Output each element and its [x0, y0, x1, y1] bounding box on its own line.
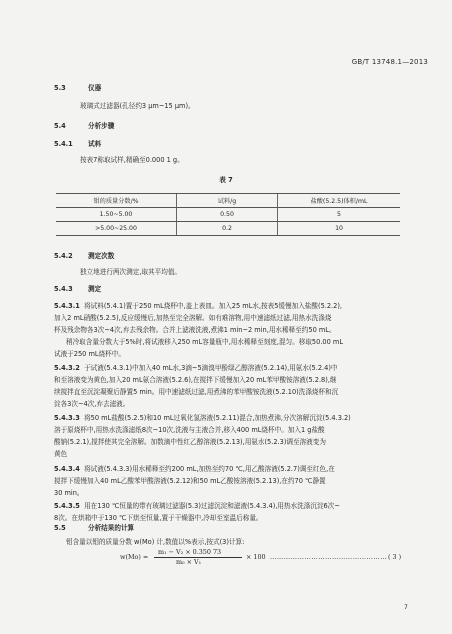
formula-denominator: m₀ × V₁: [176, 558, 202, 566]
clause-number: 5.4.3.1: [54, 302, 80, 310]
table-header-cell: 试料/g: [177, 194, 278, 208]
section-title: 测定: [88, 285, 102, 293]
text-line: 将试料(5.4.1)置于250 mL烧杯中,盖上表皿。加入25 mL水,按表5缓慢加入盐酸(5.2.2),: [84, 302, 343, 310]
paragraph-5-4-3-1: [54, 300, 406, 360]
text-line: 稍冷取含量分数大于5%时,将试液移入250 mL容量瓶中,用水稀释至刻度,混匀。移取50.00 mL: [66, 338, 344, 346]
leader-dots: ……………………………………………: [270, 553, 388, 561]
section-5-4-2-heading: [54, 252, 114, 261]
table-row: [56, 208, 400, 222]
section-5-3-item: 玻璃式过滤器(孔径约3 μm~15 μm)。: [80, 102, 195, 110]
section-5-5-text: 钼含量以钼的质量分数 w(Mo) 计,数值以%表示,按式(3)计算:: [66, 538, 245, 546]
table-header-cell: 钼的质量分数/%: [56, 194, 177, 208]
clause-number: 5.4.3.5: [54, 502, 80, 510]
formula-multiplier: × 100: [246, 553, 266, 561]
table-cell: 10: [278, 222, 401, 236]
table-row: [56, 222, 400, 236]
section-5-4-heading: [54, 122, 114, 131]
section-title: 测定次数: [88, 252, 115, 260]
table-cell: 0.2: [177, 222, 278, 236]
section-5-4-1-text: 按表7称取试样,精确至0.000 1 g。: [80, 156, 184, 164]
section-5-4-3-heading: [54, 285, 101, 294]
text-line: 酸钠(5.2.1),搅拌使其完全溶解。加数滴中性红乙醇溶液(5.2.13),用氨水(5.2.3)调至溶液变为: [54, 438, 326, 446]
text-line: 加入2 mL硝酸(5.2.5),反应缓慢后,加热至完全溶解。如有难溶物,用中速滤纸过滤,用热水洗涤烧: [54, 314, 332, 322]
paragraph-5-4-3-3: [54, 412, 406, 460]
clause-number: 5.4.3.4: [54, 465, 80, 473]
section-number: 5.5: [54, 524, 66, 532]
table-header-cell: 盐酸(5.2.5)体积/mL: [278, 194, 401, 208]
text-line: 用在130 ℃恒量的带有玻璃过滤器(5.3)过滤沉淀和滤液(5.4.3.4),用热水洗涤沉淀6次~: [84, 502, 340, 510]
text-line: 溶于原烧杯中,用热水洗涤滤纸8次~10次,洗液与主液合并,移入400 mL烧杯中。加入1 g盐酸: [54, 426, 325, 434]
table-cell: >5.00~25.00: [56, 222, 177, 236]
table-7: [56, 193, 400, 236]
section-title: 分析结果的计算: [88, 524, 135, 532]
paragraph-5-4-3-4: [54, 463, 406, 499]
section-5-4-2-text: 独立地进行两次测定,取其平均值。: [80, 268, 182, 276]
text-line: 和至溶液变为黄色,加入20 mL氨合溶液(5.2.6),在搅拌下缓慢加入20 mL苯甲酸铵溶液(5.2.8),继: [54, 376, 337, 384]
text-line: 将试液(5.4.3.3)用水稀释至约200 mL,加热至约70 ℃,用乙酸溶液(5.2.7)调至红色,在: [84, 465, 335, 473]
equation-number: ( 3 ): [388, 553, 402, 561]
section-5-3-heading: [54, 84, 101, 93]
clause-number: 5.4.3.2: [54, 364, 80, 372]
section-number: 5.4.1: [54, 140, 73, 148]
text-line: 试液于250 mL烧杯中。: [54, 350, 125, 358]
text-line: 搅拌下缓慢加入40 mL乙酸苯甲酸溶液(5.2.12)和50 mL乙酸铵溶液(5.2.13),在约70 ℃静置: [54, 477, 326, 485]
table-header-row: [56, 194, 400, 208]
table-7-caption: 表 7: [219, 176, 233, 184]
section-title: 试料: [88, 140, 102, 148]
section-number: 5.4: [54, 122, 66, 130]
text-line: 30 min。: [54, 489, 84, 497]
text-line: 黄色: [54, 450, 68, 458]
text-line: 续搅拌直至沉淀凝聚后静置5 min。用中速滤纸过滤,用煮沸的苯甲酸铵洗液(5.2.10)洗涤烧杯和沉: [54, 388, 339, 396]
formula-3: [120, 548, 420, 578]
table-cell: 5: [278, 208, 401, 222]
section-title: 分析步骤: [88, 122, 115, 130]
text-line: 将50 mL盐酸(5.2.5)和10 mL过氧化氢溶液(5.2.11)混合,加热煮沸,分次溶解沉淀(5.4.3.2): [84, 414, 351, 422]
section-number: 5.3: [54, 84, 66, 92]
text-line: 于试液(5.4.3.1)中加入40 mL水,3滴~5滴溴甲酚绿乙醇溶液(5.2.14),用氨水(5.2.4)中: [84, 364, 338, 372]
section-title: 仪器: [88, 84, 102, 92]
text-line: 淀各3次~4次,弃去滤液。: [54, 400, 130, 408]
paragraph-5-4-3-5: [54, 500, 406, 524]
formula-numerator: m₁ − V₂ × 0.350 73: [158, 548, 222, 556]
clause-number: 5.4.3.3: [54, 414, 80, 422]
page-number: 7: [404, 604, 408, 611]
section-5-4-1-heading: [54, 140, 101, 149]
section-number: 5.4.3: [54, 285, 73, 293]
table-cell: 1.50~5.00: [56, 208, 177, 222]
text-line: 杯及残余物各3次~4次,弃去残余物。合并上滤液洗液,煮沸1 min~2 min,用水稀释至约50 mL。: [54, 326, 336, 334]
section-5-5-heading: [54, 524, 134, 533]
table-cell: 0.50: [177, 208, 278, 222]
paragraph-5-4-3-2: [54, 362, 406, 410]
standard-code: GB/T 13748.1—2013: [351, 58, 428, 66]
text-line: 8次。在烘箱中于130 ℃下烘至恒量,置于干燥器中,冷却至室温后称量。: [54, 514, 263, 522]
formula-lhs: w(Mo) =: [120, 553, 149, 561]
section-number: 5.4.2: [54, 252, 73, 260]
